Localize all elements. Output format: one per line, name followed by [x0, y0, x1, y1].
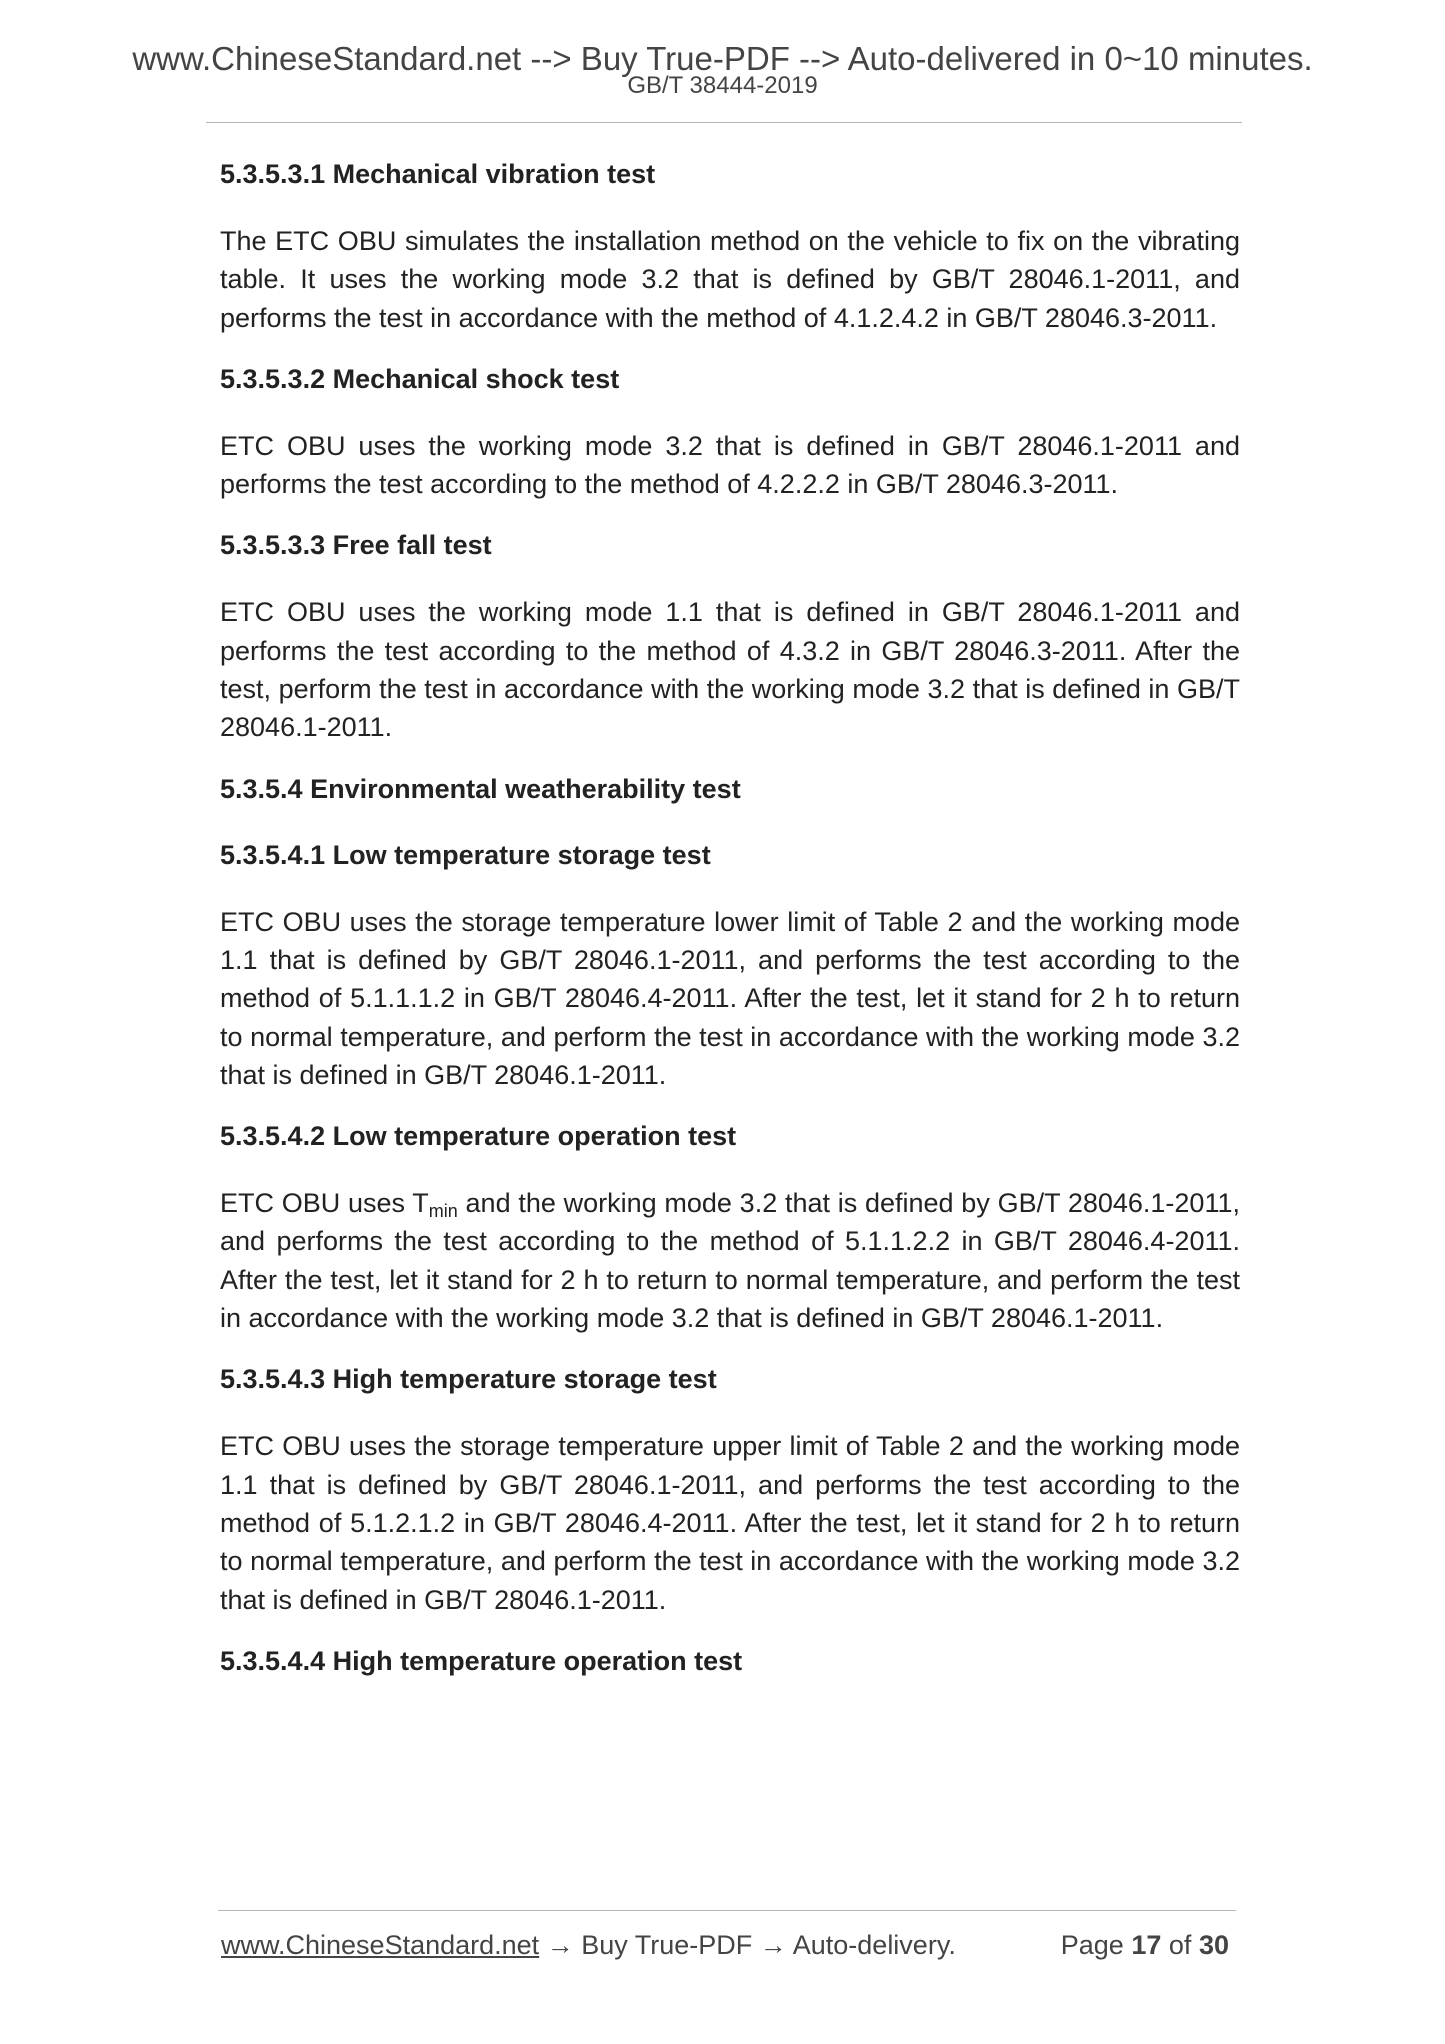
footer-site-link[interactable]: www.ChineseStandard.net [221, 1930, 540, 1960]
paragraph-mechanical-shock-test: ETC OBU uses the working mode 3.2 that is defined in GB/T 28046.1-2011 and performs the test according to the method of 4.2.2.2 in GB/T 28046.3-2011. [220, 430, 1240, 500]
tmin-prefix: ETC OBU uses T [220, 1188, 429, 1219]
paragraph-low-temperature-operation-test [220, 1184, 1240, 1337]
heading-free-fall-test: 5.3.5.3.3 Free fall test [220, 530, 492, 561]
heading-mechanical-shock-test: 5.3.5.3.2 Mechanical shock test [220, 363, 620, 394]
paragraph-high-temperature-storage-test: ETC OBU uses the storage temperature upper limit of Table 2 and the working mode 1.1 that is defined by GB/T 28046.1-2011, and performs the test according to the method of 5.1.2.1.2 in GB/T 28046.4-2011. After the test, let it stand for 2 h to return to normal temperature, and perform the test in accordance with the working mode 3.2 that is defined in GB/T 28046.1-2011. [220, 1431, 1240, 1615]
of-word: of [1168, 1930, 1192, 1960]
page-number: 17 [1131, 1930, 1162, 1960]
page-word: Page [1060, 1930, 1124, 1960]
tmin-suffix: and the working mode 3.2 that is defined by GB/T 28046.1-2011, and performs the test according to the method of 5.1.1.2.2 in GB/T 28046.4-2011. After the test, let it stand for 2 h to return to normal temperature, and perform the test in accordance with the working mode 3.2 that is defined in GB/T 28046.1-2011. [220, 1188, 1240, 1334]
footer-divider [218, 1910, 1236, 1911]
page-indicator [1061, 1930, 1229, 1961]
paragraph-low-temperature-storage-test: ETC OBU uses the storage temperature lower limit of Table 2 and the working mode 1.1 that is defined by GB/T 28046.1-2011, and performs the test according to the method of 5.1.1.1.2 in GB/T 28046.4-2011. After the test, let it stand for 2 h to return to normal temperature, and perform the test in accordance with the working mode 3.2 that is defined in GB/T 28046.1-2011. [220, 906, 1240, 1090]
tmin-subscript: min [428, 1201, 458, 1222]
standard-code: GB/T 38444-2019 [627, 72, 818, 99]
heading-high-temperature-storage-test: 5.3.5.4.3 High temperature storage test [220, 1364, 717, 1395]
document-body [220, 156, 1240, 1709]
footer-tagline: → Buy True-PDF → Auto-delivery. [539, 1930, 956, 1960]
paragraph-free-fall-test: ETC OBU uses the working mode 1.1 that is defined in GB/T 28046.1-2011 and performs the test according to the method of 4.3.2 in GB/T 28046.3-2011. After the test, perform the test in accordance with the working mode 3.2 that is defined in GB/T 28046.1-2011. [220, 597, 1240, 743]
heading-high-temperature-operation-test: 5.3.5.4.4 High temperature operation test [220, 1645, 743, 1676]
footer-link-text [221, 1930, 956, 1961]
heading-low-temperature-storage-test: 5.3.5.4.1 Low temperature storage test [220, 839, 711, 870]
heading-mechanical-vibration-test: 5.3.5.3.1 Mechanical vibration test [220, 159, 656, 189]
header-divider [206, 122, 1242, 123]
total-pages: 30 [1198, 1930, 1229, 1960]
heading-low-temperature-operation-test: 5.3.5.4.2 Low temperature operation test [220, 1121, 737, 1152]
header-banner: www.ChineseStandard.net --> Buy True-PDF --> Auto-delivered in 0~10 minutes. [132, 40, 1313, 77]
paragraph-mechanical-vibration-test: The ETC OBU simulates the installation method on the vehicle to fix on the vibrating table. It uses the working mode 3.2 that is defined by GB/T 28046.1-2011, and performs the test in accordance with the method of 4.1.2.4.2 in GB/T 28046.3-2011. [220, 226, 1240, 333]
heading-environmental-weatherability-test: 5.3.5.4 Environmental weatherability test [220, 773, 741, 804]
